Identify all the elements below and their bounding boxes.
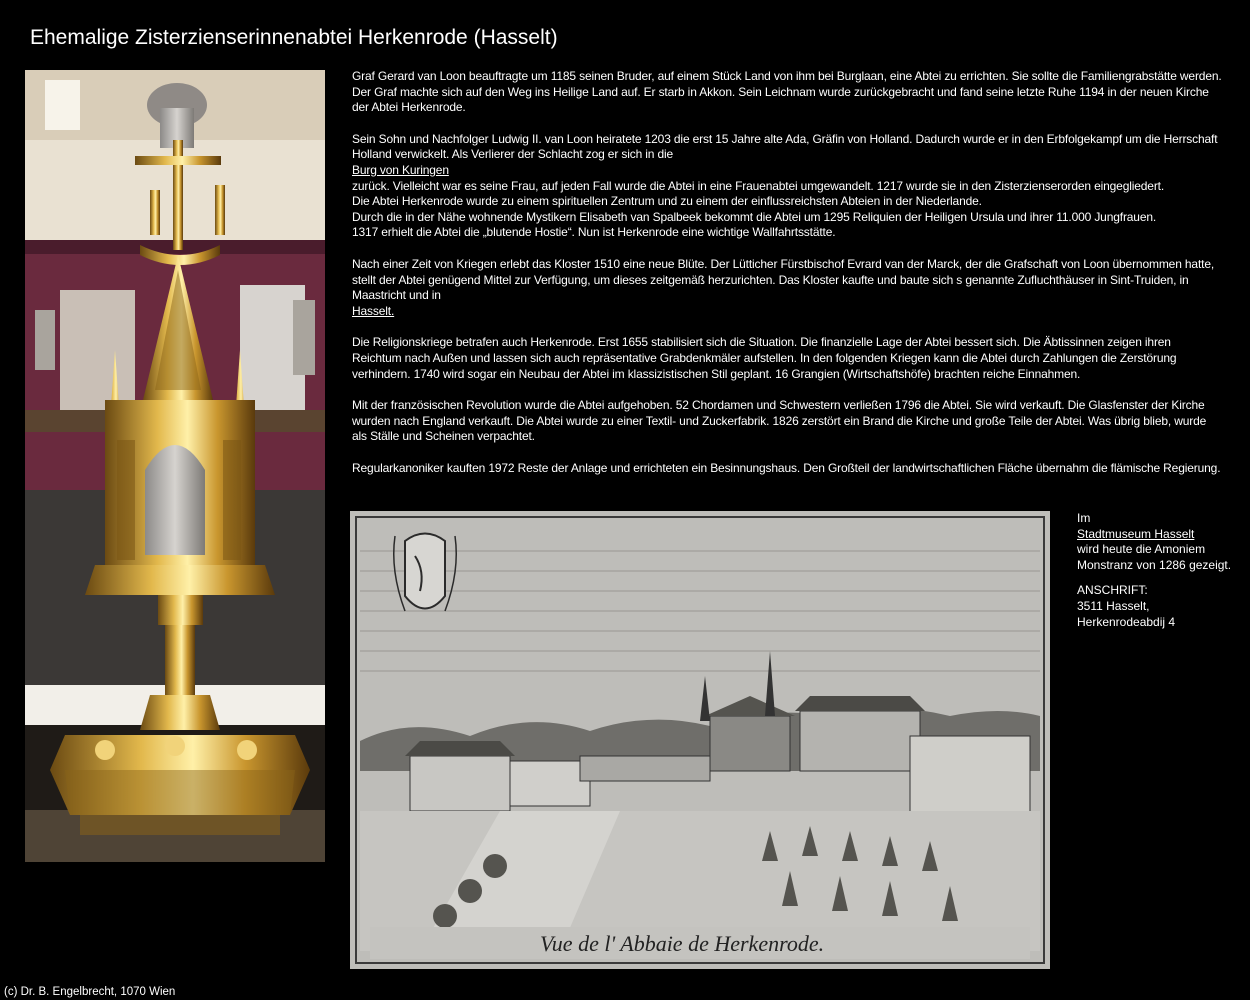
copyright-notice: (c) Dr. B. Engelbrecht, 1070 Wien (4, 986, 176, 998)
museum-description: wird heute die Amoniem Monstranz von 1286 gezeigt. (1077, 542, 1232, 572)
engraving-illustration (350, 511, 1050, 969)
museum-info (1077, 511, 1237, 573)
paragraph-ludwig-text-e: 1317 erhielt die Abtei die „blutende Hostie“. Nun ist Herkenrode eine wichtige Wallfahrtsstätte. (352, 225, 836, 240)
link-stadtmuseum-hasselt[interactable]: Stadtmuseum Hasselt (1077, 526, 1195, 541)
paragraph-ludwig-text-c: Die Abtei Herkenrode wurde zu einem spirituellen Zentrum und zu einem der einflussreichsten Abteien in der Niederlande. (352, 194, 982, 209)
address-line-1: 3511 Hasselt, (1077, 598, 1150, 613)
engraving-caption: Vue de l' Abbaie de Herkenrode. (540, 931, 825, 956)
paragraph-ludwig-text-b: zurück. Vielleicht war es seine Frau, auf jeden Fall wurde die Abtei in eine Frauenabtei umgewandelt. 1217 wurde sie in den Zisterzienserorden eingegliedert. (352, 178, 1165, 193)
paragraph-ludwig-text-d: Durch die in der Nähe wohnende Mystikern Elisabeth van Spalbeek bekommt die Abtei um 1295 Reliquien der Heiligen Ursula und ihrer 11.000 Jungfrauen. (352, 209, 1157, 224)
monstrance-photo (25, 70, 325, 862)
address-line-2: Herkenrodeabdij 4 (1077, 614, 1176, 629)
engraving-image (350, 511, 1050, 969)
paragraph-ludwig-text-a: Sein Sohn und Nachfolger Ludwig II. van Loon heiratete 1203 die erst 15 Jahre alte Ada, Gräfin von Holland. Dadurch wurde er in den Erbfolgekampf um die Herrschaft Holland verwickelt. Als Verlierer der Schlacht zog er sich in die (352, 131, 1218, 162)
paragraph-modern: Regularkanoniker kauften 1972 Reste der Anlage und errichteten ein Besinnungshaus. Den Großteil der landwirtschaftlichen Fläche übernahm die flämische Regierung. (352, 460, 1221, 475)
link-hasselt[interactable]: Hasselt. (352, 303, 395, 318)
paragraph-founding: Graf Gerard van Loon beauftragte um 1185 seinen Bruder, auf einem Stück Land von ihm bei Burglaan, eine Abtei zu errichten. Sie sollte die Familiengrabstätte werden. Der Graf machte sich auf den Weg ins Heilige Land auf. Er starb in Akkon. Sein Leichnam wurde zurückgebracht und fand seine letzte Ruhe 1194 in der neuen Kirche der Abtei Herkenrode. (352, 69, 1222, 115)
paragraph-revolution: Mit der französischen Revolution wurde die Abtei aufgehoben. 52 Chordamen und Schwestern verließen 1796 die Abtei. Sie wird verkauft. Die Glasfenster der Kirche wurden nach England verkauft. Die Abtei wurde zu einer Textil- und Zuckerfabrik. 1826 zerstört ein Brand die Kirche und große Teile der Abtei. Was übrig blieb, wurde als Ställe und Scheinen verpachtet. (352, 398, 1207, 444)
paragraph-renaissance-text: Nach einer Zeit von Kriegen erlebt das Kloster 1510 eine neue Blüte. Der Lütticher Fürstbischof Evrard van der Marck, der die Grafschaft von Loon übernommen hatte, stellt der Abtei genügend Mittel zur Verfügung, um dieses zeitgemäß herzurichten. Das Kloster kaufte und baute sich s genannte Zufluchthäuser in Sint-Truiden, in Maastricht und in (352, 256, 1215, 303)
paragraph-renaissance (352, 257, 1222, 319)
paragraph-ludwig (352, 132, 1222, 241)
address-block (1077, 583, 1237, 630)
sidebar-info (1077, 511, 1237, 640)
page-title: Ehemalige Zisterzienserinnenabtei Herkenrode (Hasselt) (30, 26, 558, 49)
museum-intro: Im (1077, 511, 1091, 525)
main-text (352, 69, 1222, 492)
paragraph-religious-wars: Die Religionskriege betrafen auch Herkenrode. Erst 1655 stabilisiert sich die Situation. Die finanzielle Lage der Abtei bessert sich. Die Äbtissinnen zeigen ihren Reichtum nach Außen und lassen sich auch repräsentative Grabdenkmäler aufstellen. In den folgenden Kriegen kann die Abtei durch Zahlungen die Zerstörung verhindern. 1740 wird sogar ein Neubau der Abtei im klassizistischen Stil geplant. 16 Grangien (Wirtschaftshöfe) brachten reiche Einnahmen. (352, 335, 1177, 381)
link-burg-von-kuringen[interactable]: Burg von Kuringen (352, 162, 449, 177)
monstrance-illustration (25, 70, 325, 862)
address-label: ANSCHRIFT: (1077, 583, 1148, 598)
